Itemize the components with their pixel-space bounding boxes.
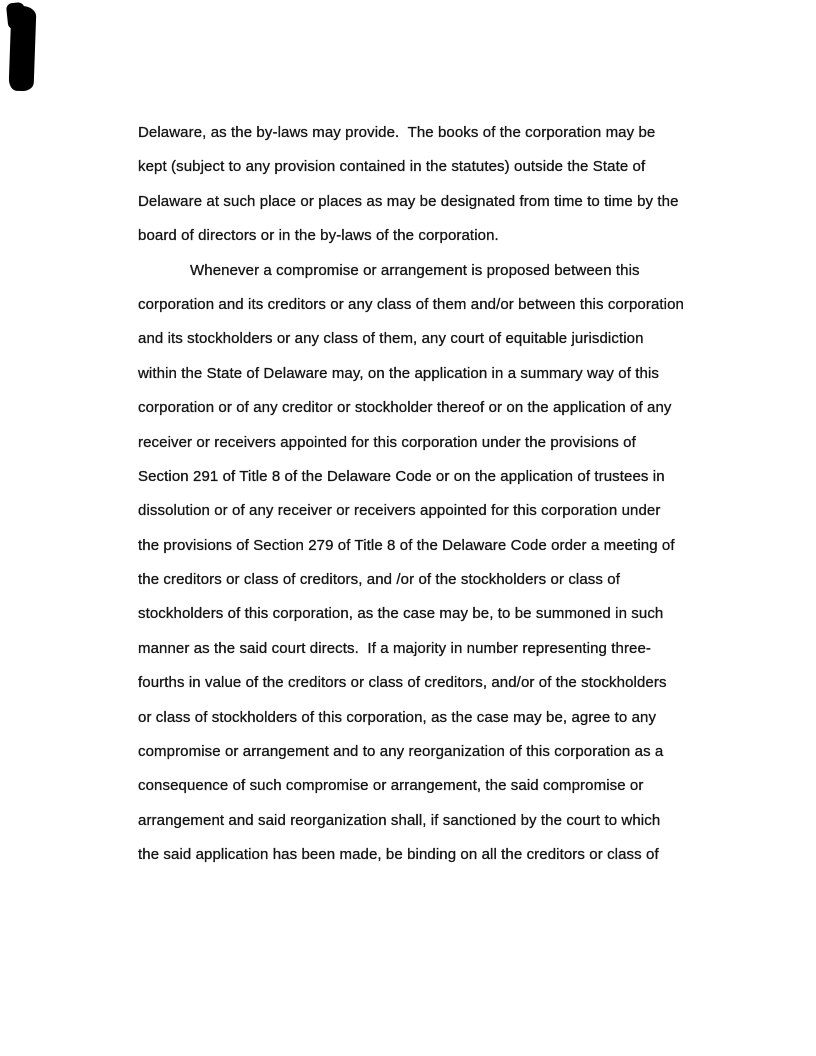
text-line: board of directors or in the by-laws of the corporation. — [138, 227, 499, 245]
text-line: Section 291 of Title 8 of the Delaware Code or on the application of trustees in — [138, 467, 665, 485]
text-line: corporation and its creditors or any class of them and/or between this corporation — [138, 295, 684, 313]
document-body-text — [138, 116, 738, 873]
text-line: stockholders of this corporation, as the case may be, to be summoned in such — [138, 605, 664, 623]
text-line: Delaware at such place or places as may be designated from time to time by the — [138, 192, 679, 210]
text-line: fourths in value of the creditors or class of creditors, and/or of the stockholders — [138, 674, 667, 692]
text-line: or class of stockholders of this corporation, as the case may be, agree to any — [138, 708, 657, 726]
text-line-paragraph-start: Whenever a compromise or arrangement is proposed between this — [190, 261, 640, 279]
text-line: the provisions of Section 279 of Title 8 of the Delaware Code order a meeting of — [138, 536, 675, 554]
text-line: receiver or receivers appointed for this corporation under the provisions of — [138, 433, 636, 451]
text-line: corporation or of any creditor or stockholder thereof or on the application of any — [138, 399, 672, 417]
photocopy-smudge-mark — [9, 6, 37, 92]
text-line: compromise or arrangement and to any reorganization of this corporation as a — [138, 743, 664, 761]
text-line: arrangement and said reorganization shall, if sanctioned by the court to which — [138, 811, 661, 829]
text-line: the said application has been made, be binding on all the creditors or class of — [138, 846, 659, 864]
text-line: and its stockholders or any class of them, any court of equitable jurisdiction — [138, 330, 644, 348]
text-line: within the State of Delaware may, on the application in a summary way of this — [138, 364, 660, 382]
text-line: manner as the said court directs. If a majority in number representing three- — [138, 639, 652, 657]
text-line: the creditors or class of creditors, and /or of the stockholders or class of — [138, 571, 620, 589]
text-line: dissolution or of any receiver or receivers appointed for this corporation under — [138, 502, 661, 520]
text-line: Delaware, as the by-laws may provide. The books of the corporation may be — [138, 124, 656, 141]
text-line: consequence of such compromise or arrangement, the said compromise or — [138, 777, 644, 795]
text-line: kept (subject to any provision contained in the statutes) outside the State of — [138, 158, 646, 176]
